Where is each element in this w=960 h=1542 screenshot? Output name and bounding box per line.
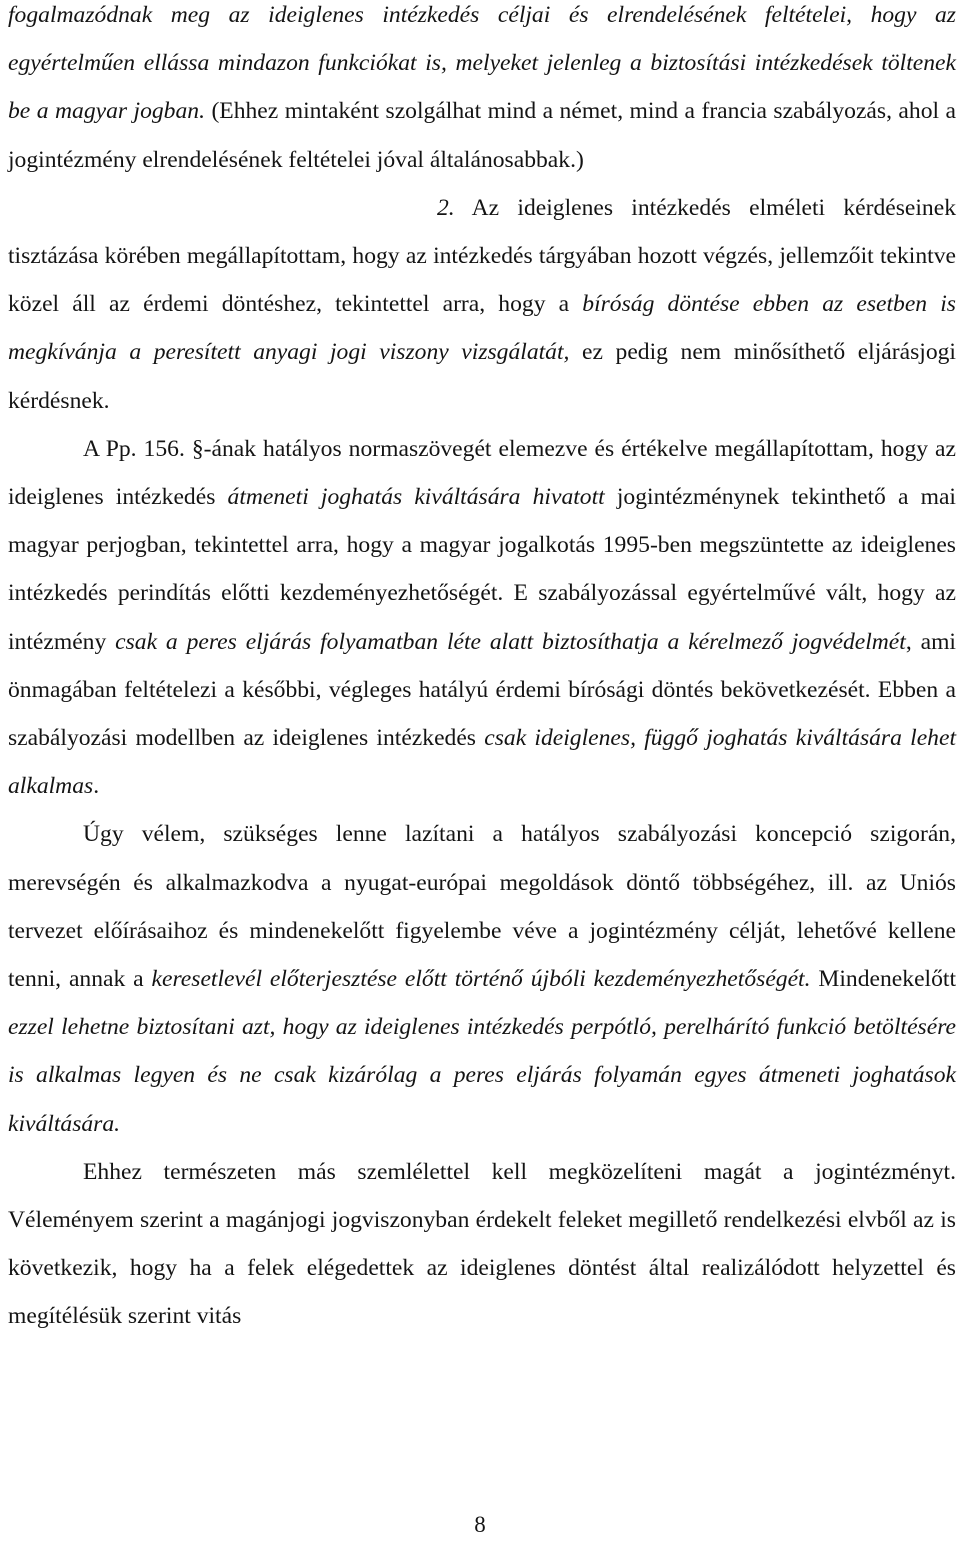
text-segment: , ami önmagában feltételezi a későbbi, végleges hatályú érdemi bírósági döntés bekövetkezését. Ebben a szabályozási modellben az ideiglenes intézkedés: [8, 628, 956, 752]
text-segment: ez pedig nem minősíthető eljárásjogi kérdésnek.: [8, 339, 956, 414]
paragraph-intro: [8, 0, 956, 184]
text-segment: Úgy vélem, szükséges lenne lazítani a hatályos szabályozási koncepció szigorán, merevségén és alkalmazkodva a nyugat-európai megoldások döntő többségéhez, ill. az Uniós tervezet előírásaihoz és mindenekelőtt figyelembe véve a jogintézmény célját, lehetővé kellene tenni, annak a: [8, 821, 956, 993]
paragraph-point-2: [8, 184, 956, 425]
document-page: [8, 0, 956, 1341]
text-segment: Ehhez természeten más szemlélettel kell megközelíteni magát a jogintézményt. Véleményem szerint a magánjogi jogviszonyban érdekelt feleket megillető rendelkezési elvből az is következik, hogy ha a felek elégedettek az ideiglenes döntést által realizálódott helyzettel és megítélésük szerint vitás: [8, 1158, 956, 1330]
text-segment: (Ehhez mintaként szolgálhat mind a német, mind a francia szabályozás, ahol a jogintézmény elrendelésének feltételei jóval általánosabbak.): [8, 98, 956, 173]
italic-text-segment: bíróság döntése ebben az esetben is megkívánja a peresített anyagi jogi viszony vizsgálatát,: [8, 291, 956, 366]
text-segment: jogintézménynek tekinthető a mai magyar perjogban, tekintettel arra, hogy a magyar jogalkotás 1995-ben megszüntette az ideiglenes intézkedés perindítás előtti kezdeményezhetőségét. E szabályozással egyértelművé vált, hogy az intézmény: [8, 484, 956, 655]
italic-text-segment: csak a peres eljárás folyamatban léte alatt biztosíthatja a kérelmező jogvédelmét: [115, 628, 906, 655]
paragraph-closing: [8, 1148, 956, 1341]
page-number: 8: [474, 1512, 486, 1537]
italic-text-segment: keresetlevél előterjesztése előtt történő újbóli kezdeményezhetőségét.: [151, 966, 811, 993]
italic-text-segment: csak ideiglenes, függő joghatás kiváltására lehet alkalmas: [8, 725, 957, 800]
italic-text-segment: fogalmazódnak meg az ideiglenes intézkedés céljai és elrendelésének feltételei, hogy az egyértelműen ellássa mindazon funkciókat is, melyeket jelenleg a biztosítási intézkedések töltenek be a magyar jogban.: [8, 2, 956, 125]
italic-text-segment: 2.: [437, 194, 455, 221]
text-segment: Az ideiglenes intézkedés elméleti kérdéseinek tisztázása körében megállapítottam, hogy az intézkedés tárgyában hozott végzés, jellemzőit tekintve közel áll az érdemi döntéshez, tekintettel arra, hogy a: [8, 194, 956, 318]
paragraph-opinion: [8, 810, 956, 1147]
text-segment: Mindenekelőtt: [810, 966, 957, 993]
paragraph-pp-156: [8, 425, 956, 811]
italic-text-segment: átmeneti joghatás kiváltására hivatott: [227, 484, 605, 511]
text-segment: .: [93, 773, 100, 800]
text-segment: A Pp. 156. §-ának hatályos normaszövegét elemezve és értékelve megállapítottam, hogy az ideiglenes intézkedés: [8, 435, 956, 511]
italic-text-segment: ezzel lehetne biztosítani azt, hogy az ideiglenes intézkedés perpótló, perelhárító funkció betöltésére is alkalmas legyen és ne csak kizárólag a peres eljárás folyamán egyes átmeneti joghatások kiváltására.: [8, 1014, 956, 1137]
